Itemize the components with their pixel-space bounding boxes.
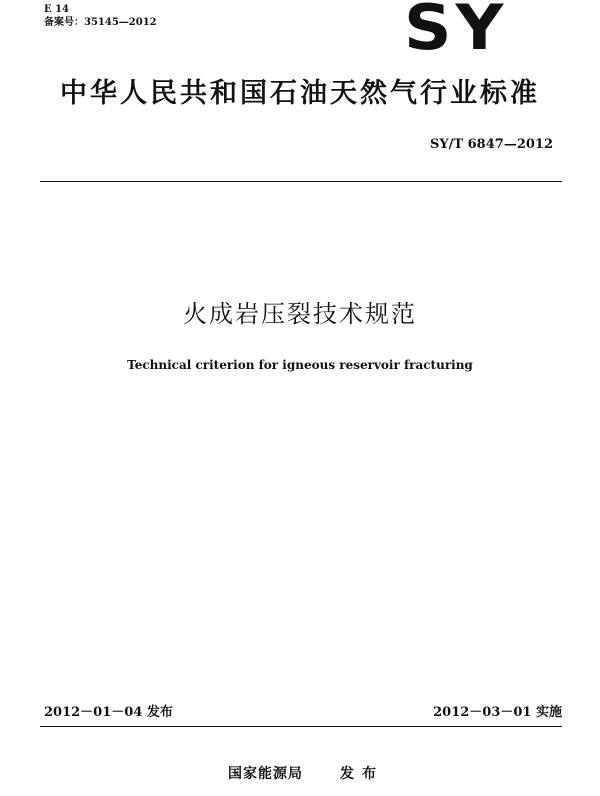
- sy-logo: SY: [404, 0, 508, 65]
- ccs-code: E 14: [44, 4, 70, 15]
- publisher-action: 发布: [340, 766, 384, 782]
- document-title-english: Technical criterion for igneous reservoir fracturing: [127, 358, 473, 372]
- record-number: 备案号：35145—2012: [44, 17, 157, 28]
- bottom-divider: [40, 726, 562, 727]
- top-divider: [40, 181, 562, 182]
- organization-title: 中华人民共和国石油天然气行业标准: [60, 78, 540, 109]
- standard-number: SY/T 6847—2012: [430, 137, 553, 152]
- publisher-name: 国家能源局: [228, 766, 303, 782]
- document-title-chinese: 火成岩压裂技术规范: [183, 300, 417, 328]
- issue-date: 2012－01－04 发布: [44, 705, 173, 720]
- implementation-date: 2012－03－01 实施: [433, 705, 562, 720]
